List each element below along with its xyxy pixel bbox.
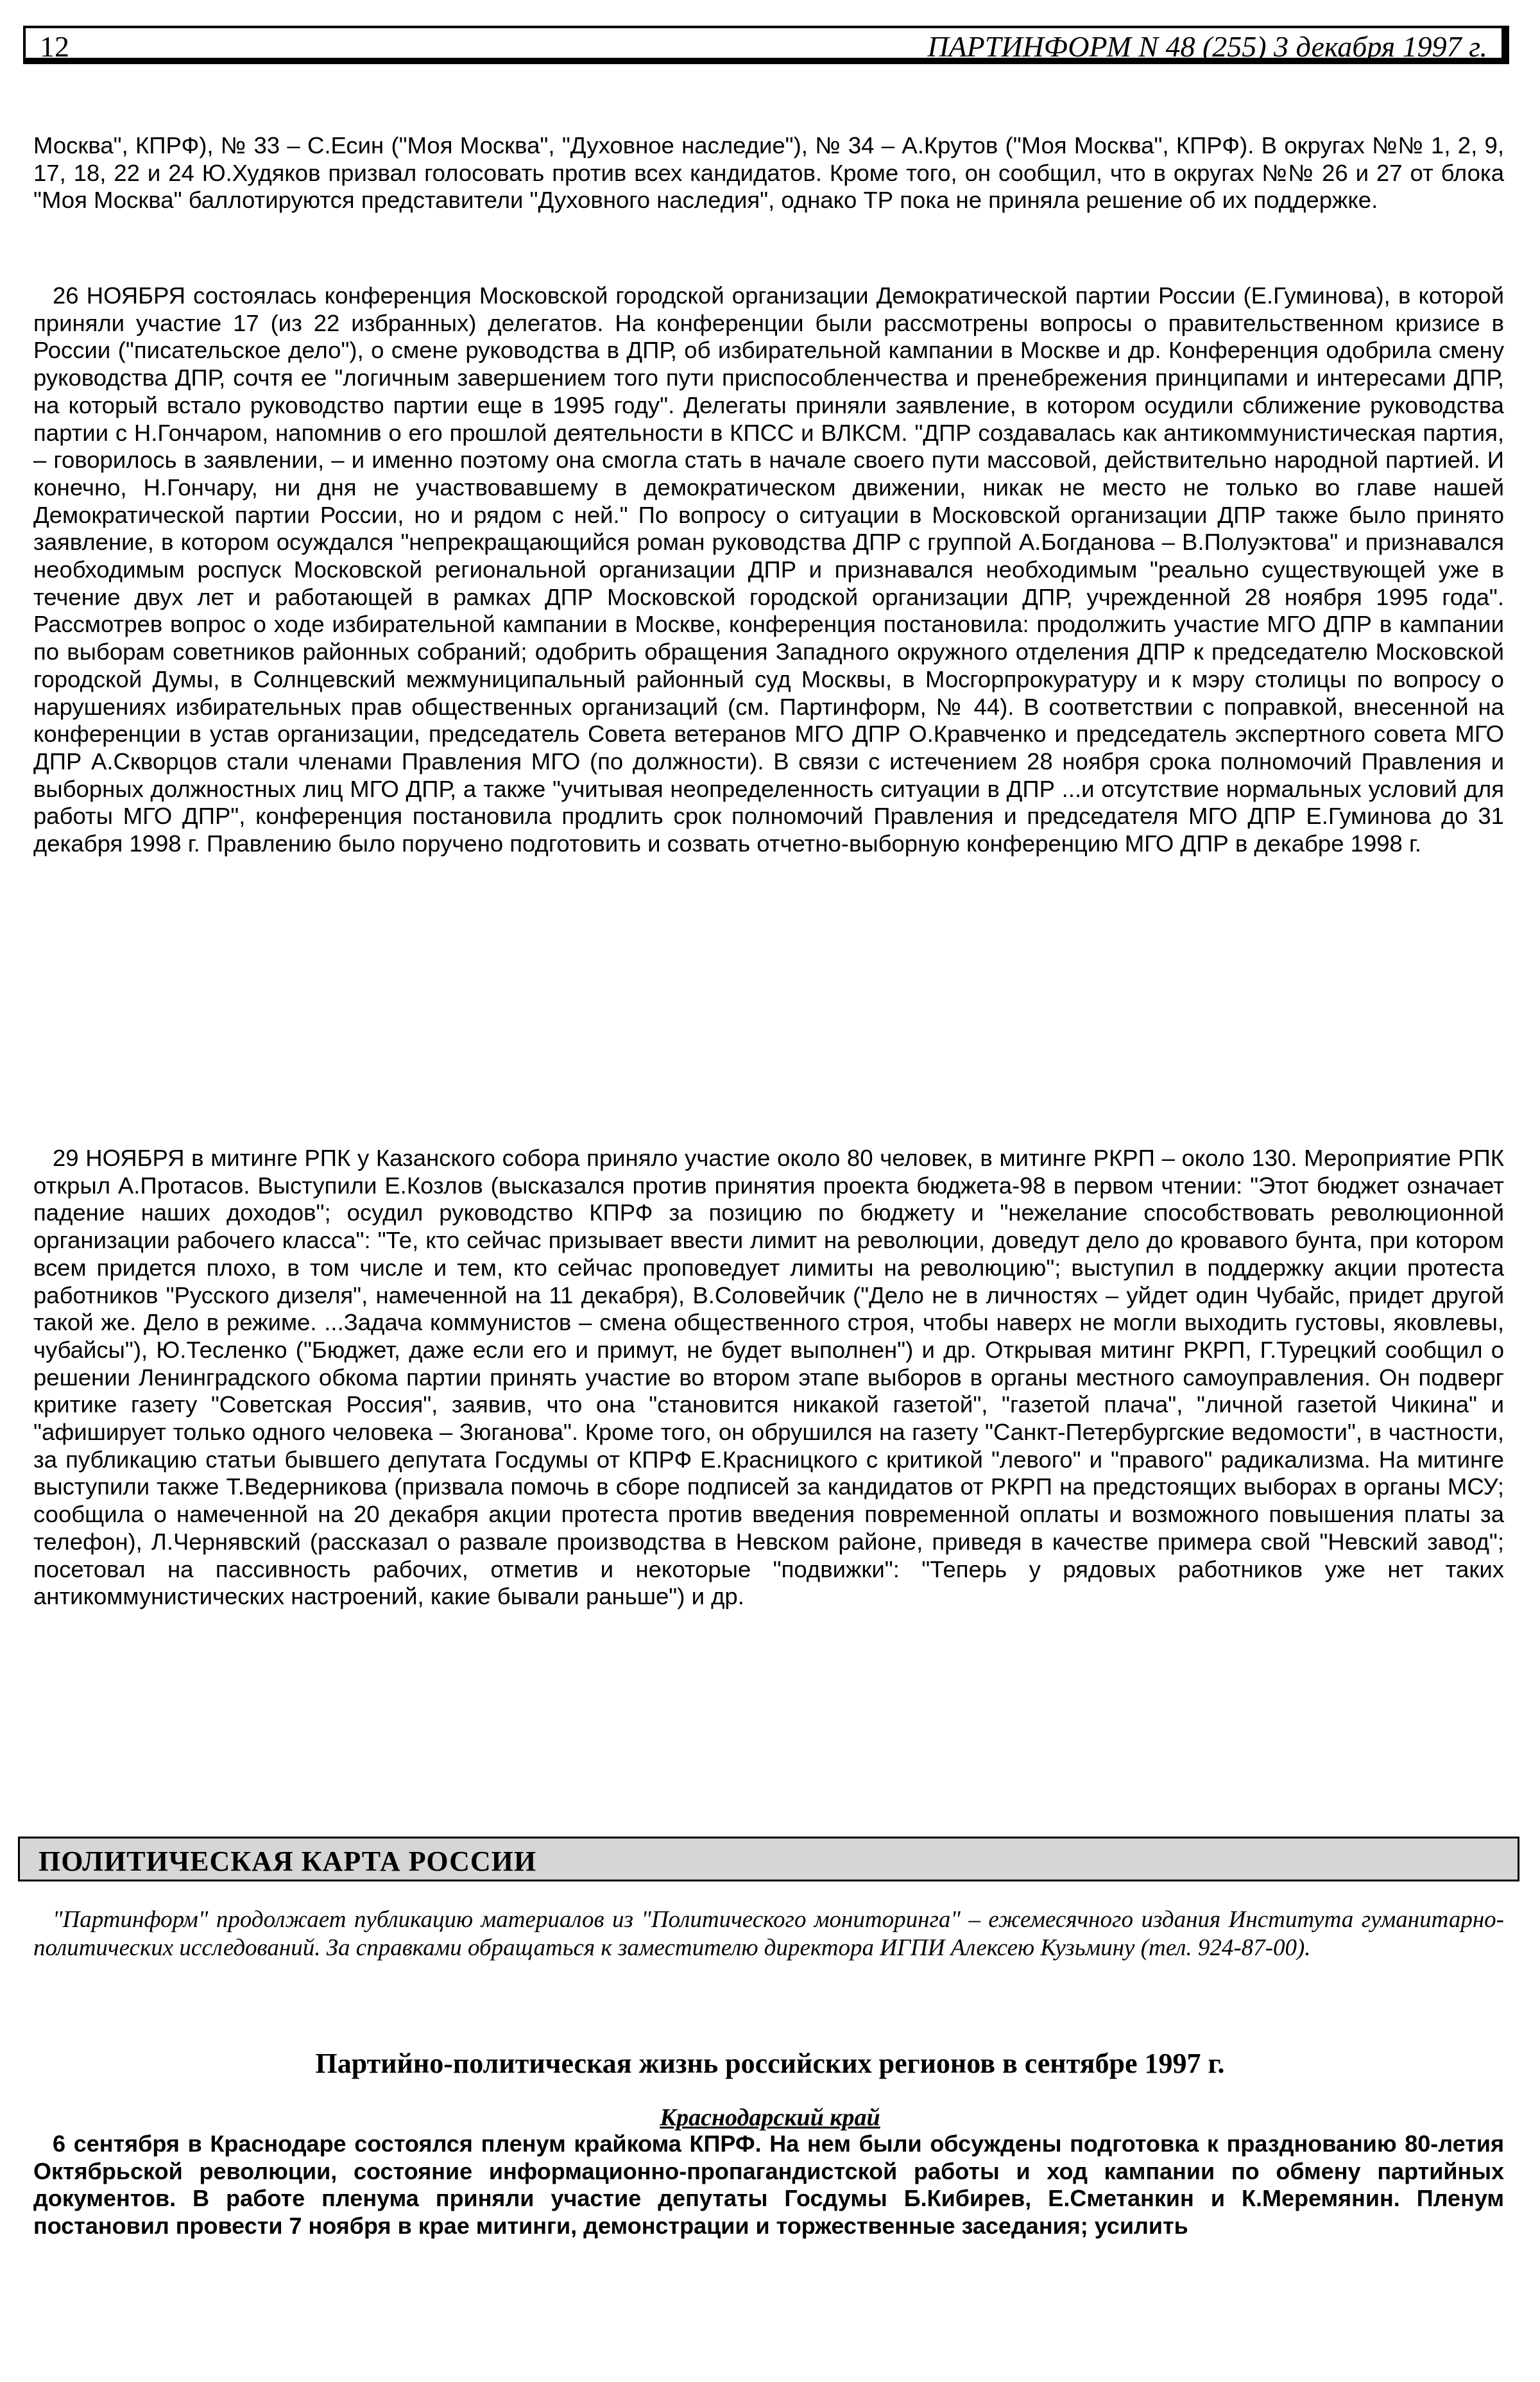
- intro-text: "Партинформ" продолжает публикацию материалов из "Политического мониторинга" – ежемесячного издания Института гуманитарно-политических исследований. За справками обращаться к заместителю директора ИГПИ Алексею Кузьмину (тел. 924-87-00).: [33, 1906, 1504, 1961]
- region-title: Краснодарский край: [660, 2104, 880, 2131]
- page-number: 12: [40, 30, 69, 63]
- article-body: [33, 132, 1504, 214]
- article-body-3: [33, 1145, 1504, 1611]
- page-header: [23, 26, 1509, 64]
- subheading: Партийно-политическая жизнь российских регионов в сентябре 1997 г.: [315, 2048, 1225, 2079]
- paragraph-2: 26 НОЯБРЯ состоялась конференция Московской городской организации Демократической партии России (Е.Гуминова), в которой приняли участие 17 (из 22 избранных) делегатов. На конференции были рассмотрены вопросы о правительственном кризисе в России ("писательское дело"), о смене руководства в ДПР, об избирательной кампании в Москве и др. Конференция одобрила смену руководства ДПР, сочтя ее "логичным завершением того пути приспособленчества и пренебрежения принципами и интересами ДПР, на который встало руководство партии еще в 1995 году". Делегаты приняли заявление, в котором осудили сближение руководства партии с Н.Гончаром, напомнив о его прошлой деятельности в КПСС и ВЛКСМ. "ДПР создавалась как антикоммунистическая партия, – говорилось в заявлении, – и именно поэтому она смогла стать в начале своего пути массовой, действительно народной партией. И конечно, Н.Гончару, ни дня не участвовавшему в демократическом движении, никак не место не только во главе нашей Демократической партии России, но и рядом с ней." По вопросу о ситуации в Московской организации ДПР также было принято заявление, в котором осуждался "непрекращающийся роман руководства ДПР с группой А.Богданова – В.Полуэктова" и признавался необходимым роспуск Московской региональной организации ДПР и признавался необходимым "реально существующей уже в течение двух лет и работающей в рамках ДПР Московской городской организации ДПР, учрежденной 28 ноября 1995 года". Рассмотрев вопрос о ходе избирательной кампании в Москве, конференция постановила: продолжить участие МГО ДПР в кампании по выборам советников районных собраний; одобрить обращения Западного окружного отделения ДПР к председателю Московской городской Думы, в Солнцевский межмуниципальный районный суд Москвы, в Мосгорпрокуратуру и к мэру столицы по вопросу о нарушениях избирательных прав общественных организаций (см. Партинформ, № 44). В соответствии с поправкой, внесенной на конференции в устав организации, председатель Совета ветеранов МГО ДПР О.Кравченко и председатель экспертного совета МГО ДПР А.Скворцов стали членами Правления МГО (по должности). В связи с истечением 28 ноября срока полномочий Правления и выборных должностных лиц МГО ДПР, а также "учитывая неопределенность ситуации в ДПР ...и отсутствие нормальных условий для работы МГО ДПР", конференция постановила продлить срок полномочий Правления и председателя МГО ДПР Е.Гуминова до 31 декабря 1998 г. Правлению было поручено подготовить и созвать отчетно-выборную конференцию МГО ДПР в декабре 1998 г.: [33, 282, 1504, 857]
- paragraph-1: Москва", КПРФ), № 33 – С.Есин ("Моя Москва", "Духовное наследие"), № 34 – А.Крутов ("Моя Москва", КПРФ). В округах №№ 1, 2, 9, 17, 18, 22 и 24 Ю.Худяков призвал голосовать против всех кандидатов. Кроме того, он сообщил, что в округах №№ 26 и 27 от блока "Моя Москва" баллотируются представители "Духовного наследия", однако ТР пока не приняла решение об их поддержке.: [33, 132, 1504, 214]
- region-body: [33, 2130, 1504, 2240]
- issue-info: ПАРТИНФОРМ N 48 (255) 3 декабря 1997 г.: [927, 30, 1487, 63]
- article-body-2: [33, 282, 1504, 858]
- section-title: ПОЛИТИЧЕСКАЯ КАРТА РОССИИ: [38, 1846, 537, 1877]
- section-intro: [33, 1906, 1504, 1962]
- paragraph-3: 29 НОЯБРЯ в митинге РПК у Казанского собора приняло участие около 80 человек, в митинге РКРП – около 130. Мероприятие РПК открыл А.Протасов. Выступили Е.Козлов (высказался против принятия проекта бюджета-98 в первом чтении: "Этот бюджет означает падение наших доходов"; осудил руководство КПРФ за позицию по бюджету и "нежелание способствовать революционной организации рабочего класса": "Те, кто сейчас призывает ввести лимит на революции, доведут дело до кровавого бунта, при котором всем придется плохо, в том числе и тем, кто сейчас проповедует лимиты на революцию"; выступил в поддержку акции протеста работников "Русского дизеля", намеченной на 11 декабря), В.Соловейчик ("Дело не в личностях – уйдет один Чубайс, придет другой такой же. Дело в режиме. ...Задача коммунистов – смена общественного строя, чтобы наверх не могли выходить густовы, яковлевы, чубайсы"), Ю.Тесленко ("Бюджет, даже если его и примут, не будет выполнен") и др. Открывая митинг РКРП, Г.Турецкий сообщил о решении Ленинградского обкома партии принять участие во втором этапе выборов в органы местного самоуправления. Он подверг критике газету "Советская Россия", заявив, что она "становится никакой газетой", "газетой плача", "личной газетой Чикина" и "афиширует только одного человека – Зюганова". Кроме того, он обрушился на газету "Санкт-Петербургские ведомости", в частности, за публикацию статьи бывшего депутата Госдумы от КПРФ Е.Красницкого с критикой "левого" и "правого" радикализма. На митинге выступили также Т.Ведерникова (призвала помочь в сборе подписей за кандидатов от РКРП на предстоящих выборах в органы МСУ; сообщила о намеченной на 20 декабря акции протеста против введения повременной оплаты и возможного повышения платы за телефон), Л.Чернявский (рассказал о развале производства в Невском районе, приведя в качестве примера свой "Невский завод"; посетовал на пассивность рабочих, отметив и некоторые "подвижки": "Теперь у рядовых работников уже нет таких антикоммунистических настроений, какие бывали раньше") и др.: [33, 1145, 1504, 1610]
- region-paragraph: 6 сентября в Краснодаре состоялся пленум крайкома КПРФ. На нем были обсуждены подготовка к празднованию 80-летия Октябрьской революции, состояние информационно-пропагандистской работы и ход кампании по обмену партийных документов. В работе пленума приняли участие депутаты Госдумы Б.Кибирев, Е.Сметанкин и К.Меремянин. Пленум постановил провести 7 ноября в крае митинги, демонстрации и торжественные заседания; усилить: [33, 2130, 1504, 2239]
